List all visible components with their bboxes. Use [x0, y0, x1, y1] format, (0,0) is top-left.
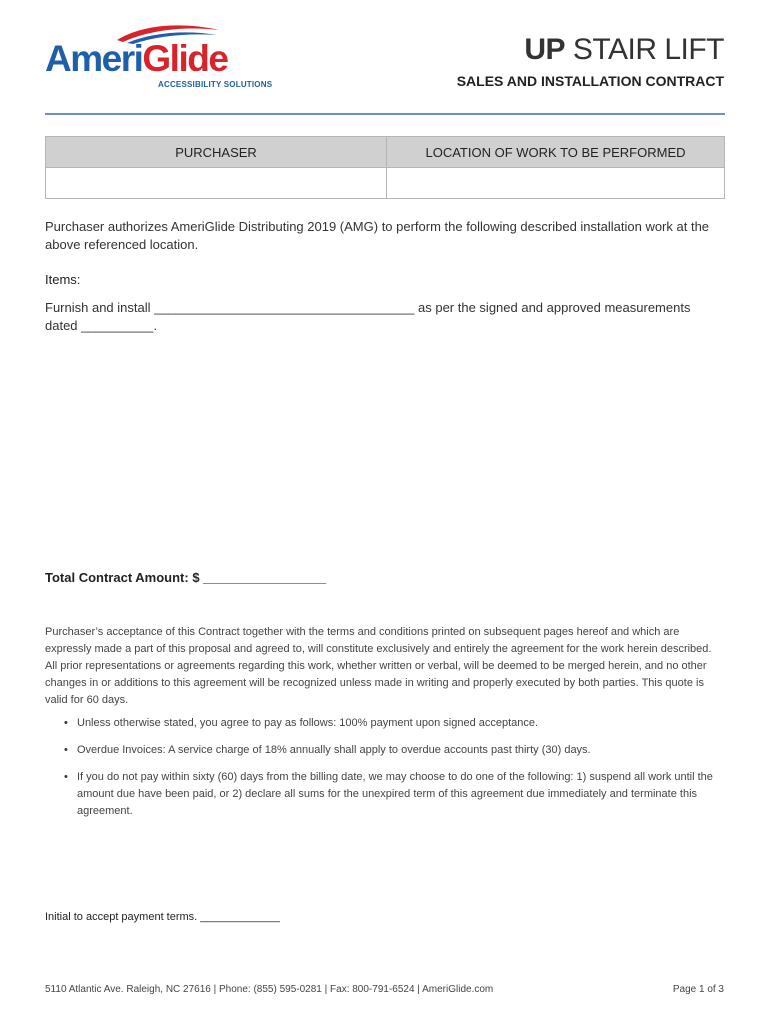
location-header: LOCATION OF WORK TO BE PERFORMED	[387, 137, 725, 168]
location-field[interactable]	[387, 168, 725, 199]
list-item: • Unless otherwise stated, you agree to pay as follows: 100% payment upon signed acceptance.	[62, 715, 722, 732]
initial-payment-terms[interactable]: Initial to accept payment terms. _____________	[45, 911, 280, 923]
terms-paragraph: Purchaser’s acceptance of this Contract together with the terms and conditions printed on subsequent pages hereof and which are expressly made a part of this proposal and agreed to, will constitute exclusively and entirely the agreement for the work herein described. All prior representations or agreements regarding this work, whether written or verbal, will be deemed to be merged herein, and no other changes in or additions to this agreement will be recognized unless made in writing and properly executed by both parties. This quote is valid for 60 days.	[45, 626, 712, 706]
authorization-text: Purchaser authorizes AmeriGlide Distributing 2019 (AMG) to perform the following described installation work at the above referenced location.	[45, 219, 710, 252]
document-title	[524, 33, 724, 67]
furnish-text: Furnish and install ____________________________________ as per the signed and approved measurements dated __________.	[45, 300, 691, 333]
logo-wordmark	[45, 40, 227, 77]
page-number: Page 1 of 3	[672, 984, 724, 995]
total-contract-amount	[45, 570, 326, 585]
total-label: Total Contract Amount:	[45, 570, 189, 585]
title-up: UP	[524, 33, 566, 66]
purchaser-location-table	[45, 136, 725, 199]
purchaser-header: PURCHASER	[46, 137, 387, 168]
list-item: • Overdue Invoices: A service charge of 18% annually shall apply to overdue accounts past thirty (30) days.	[62, 742, 722, 759]
title-stair-lift: STAIR LIFT	[572, 33, 724, 66]
document-subtitle: SALES AND INSTALLATION CONTRACT	[456, 73, 724, 89]
logo-tagline: ACCESSIBILITY SOLUTIONS	[158, 80, 273, 89]
payment-terms-list	[62, 715, 722, 830]
purchaser-field[interactable]	[46, 168, 387, 199]
total-value[interactable]: $ _________________	[192, 570, 327, 585]
logo-ameri: Ameri	[45, 38, 143, 79]
list-item: • If you do not pay within sixty (60) days from the billing date, we may choose to do one of the following: 1) suspend all work until the amount due have been paid, or 2) declare all sums for the unexpired term of this agreement due immediately and terminate this agreement.	[62, 769, 722, 820]
logo-glide: Glide	[142, 38, 228, 79]
items-label: Items:	[45, 272, 81, 287]
footer-contact: 5110 Atlantic Ave. Raleigh, NC 27616 | Phone: (855) 595-0281 | Fax: 800-791-6524 | AmeriGlide.com	[45, 984, 494, 995]
header-divider	[45, 113, 725, 115]
ameriglide-logo	[45, 22, 273, 92]
